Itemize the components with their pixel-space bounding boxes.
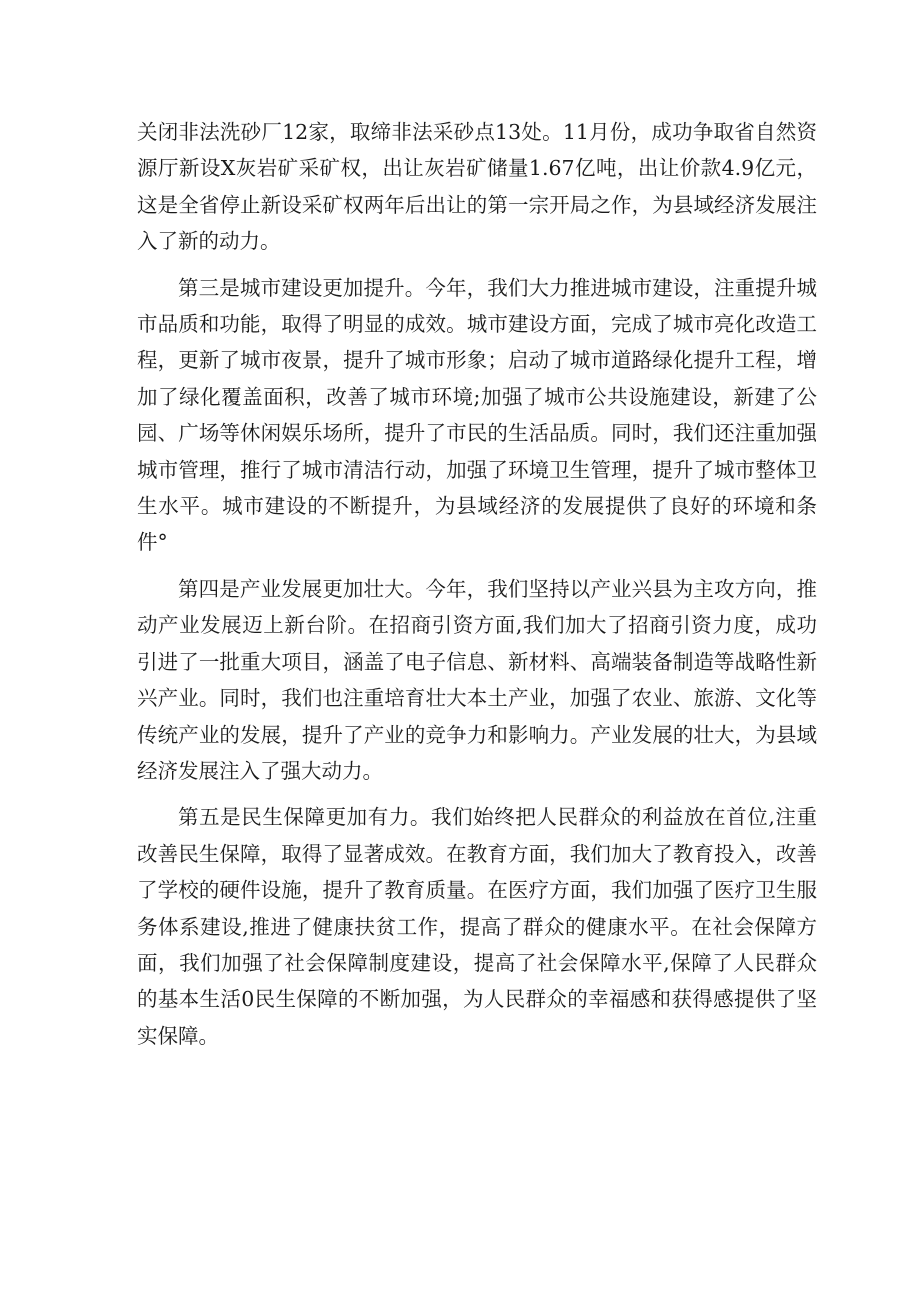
paragraph-industry-development: 第四是产业发展更加壮大。今年，我们坚持以产业兴县为主攻方向，推动产业发展迈上新台阶。在招商引资方面,我们加大了招商引资力度，成功引进了一批重大项目，涵盖了电子信息、新材料、高端装备制造等战略性新兴产业。同时，我们也注重培育壮大本土产业，加强了农业、旅游、文化等传统产业的发展，提升了产业的竞争力和影响力。产业发展的壮大，为县域经济发展注入了强大动力。 [137, 576, 817, 783]
paragraph-livelihood-security: 第五是民生保障更加有力。我们始终把人民群众的利益放在首位,注重改善民生保障，取得了显著成效。在教育方面，我们加大了教育投入，改善了学校的硬件设施，提升了教育质量。在医疗方面，我们加强了医疗卫生服务体系建设,推进了健康扶贫工作，提高了群众的健康水平。在社会保障方面，我们加强了社会保障制度建设，提高了社会保障水平,保障了人民群众的基本生活0民生保障的不断加强，为人民群众的幸福感和获得感提供了坚实保障。 [137, 805, 817, 1048]
document-body [137, 114, 817, 1064]
paragraph-continued: 关闭非法洗砂厂12家，取缔非法采砂点13处。11月份，成功争取省自然资源厅新设X灰岩矿采矿权，出让灰岩矿储量1.67亿吨，出让价款4.9亿元，这是全省停止新设采矿权两年后出让的第一宗开局之作，为县域经济发展注入了新的动力。 [137, 120, 817, 254]
paragraph-urban-construction: 第三是城市建设更加提升。今年，我们大力推进城市建设，注重提升城市品质和功能，取得了明显的成效。城市建设方面，完成了城市亮化改造工程，更新了城市夜景，提升了城市形象；启动了城市道路绿化提升工程，增加了绿化覆盖面积，改善了城市环境;加强了城市公共设施建设，新建了公园、广场等休闲娱乐场所，提升了市民的生活品质。同时，我们还注重加强城市管理，推行了城市清洁行动，加强了环境卫生管理，提升了城市整体卫生水平。城市建设的不断提升，为县域经济的发展提供了良好的环境和条件° [137, 275, 817, 555]
